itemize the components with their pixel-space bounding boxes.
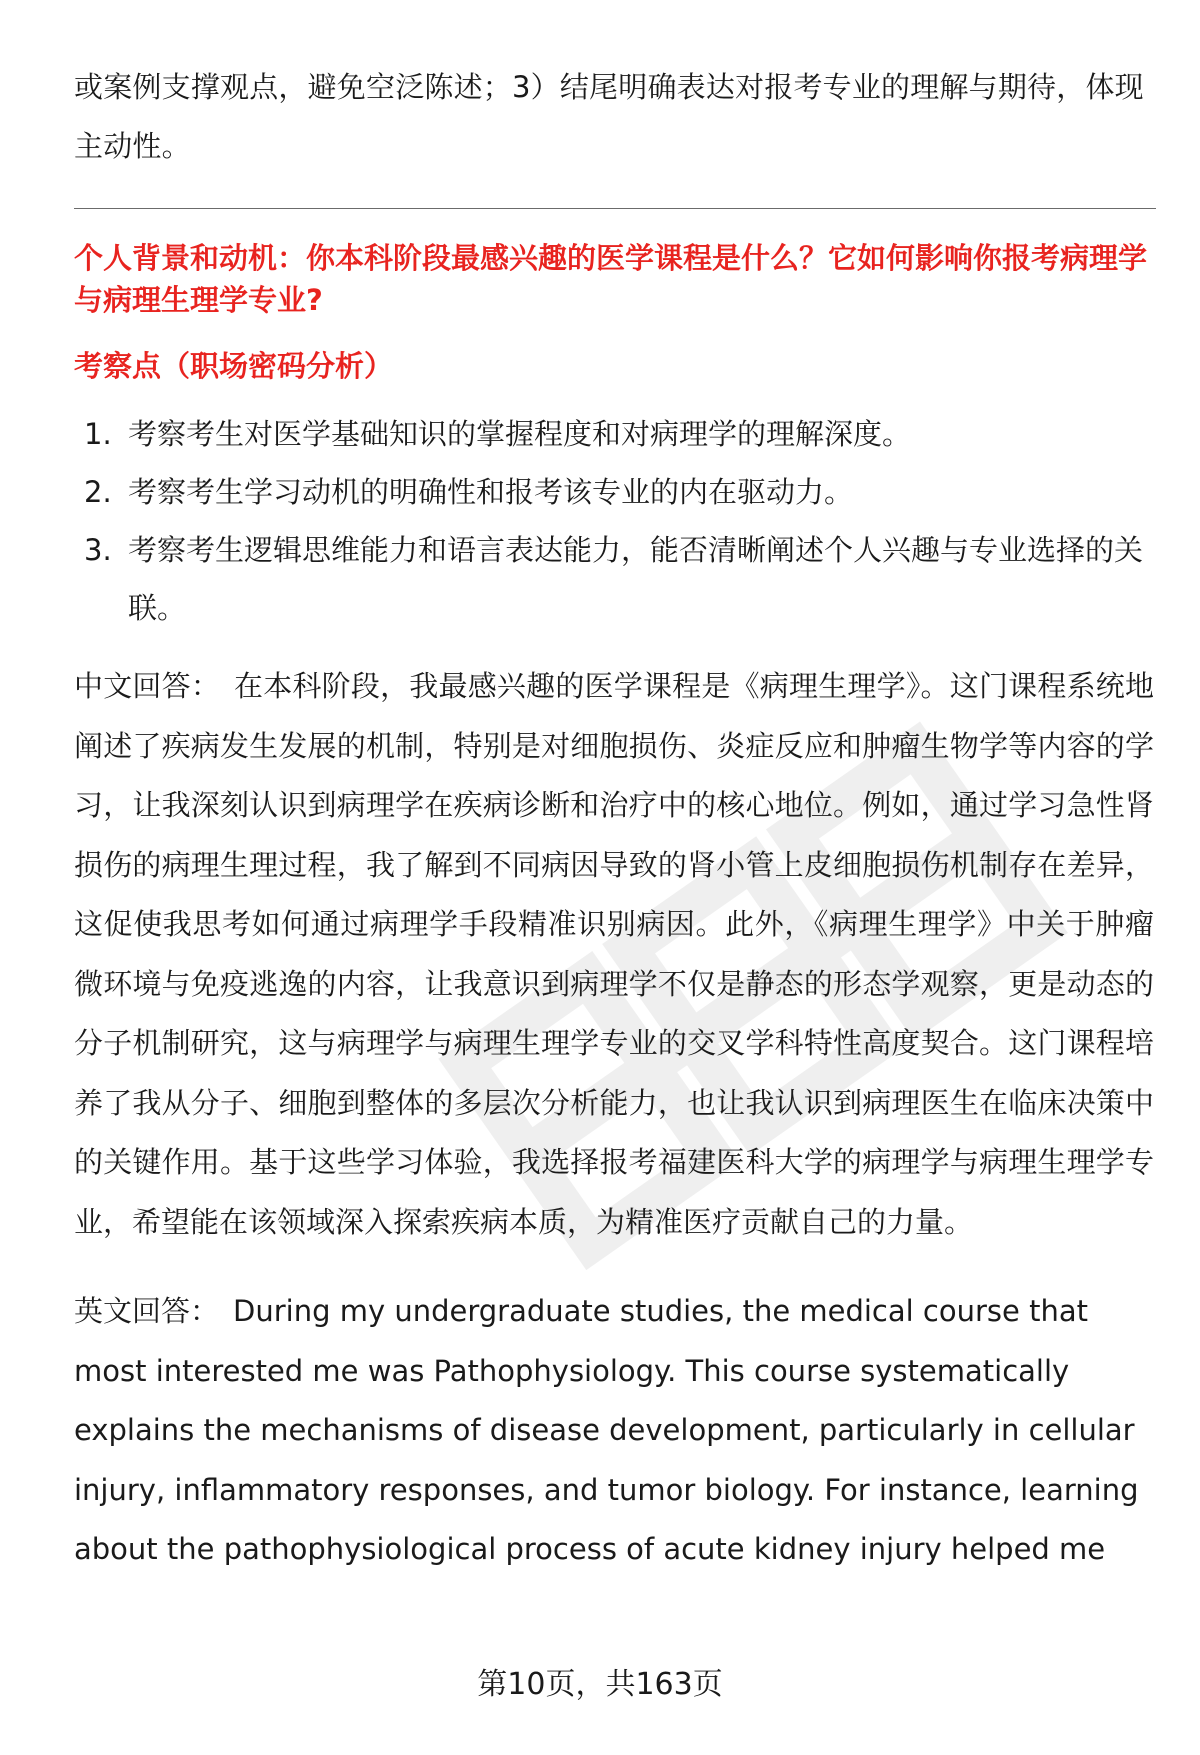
assessment-point: [74, 463, 1154, 521]
point-text: 考察考生学习动机的明确性和报考该专业的内在驱动力。: [128, 475, 854, 509]
english-answer-label: 英文回答：: [74, 1294, 220, 1328]
assessment-point: [74, 405, 1154, 463]
document-page: [74, 58, 1154, 1580]
point-text: 考察考生逻辑思维能力和语言表达能力，能否清晰阐述个人兴趣与专业选择的关联。: [128, 533, 1144, 625]
page-number-footer: 第10页，共163页: [477, 1667, 723, 1702]
chinese-answer: [74, 657, 1154, 1252]
point-number: 1.: [84, 417, 112, 451]
chinese-answer-text: 在本科阶段，我最感兴趣的医学课程是《病理生理学》。这门课程系统地阐述了疾病发生发展的机制，特别是对细胞损伤、炎症反应和肿瘤生物学等内容的学习，让我深刻认识到病理学在疾病诊断和治疗中的核心地位。例如，通过学习急性肾损伤的病理生理过程，我了解到不同病因导致的肾小管上皮细胞损伤机制存在差异，这促使我思考如何通过病理学手段精准识别病因。此外，《病理生理学》中关于肿瘤微环境与免疫逃逸的内容，让我意识到病理学不仅是静态的形态学观察，更是动态的分子机制研究，这与病理学与病理生理学专业的交叉学科特性高度契合。这门课程培养了我从分子、细胞到整体的多层次分析能力，也让我认识到病理医生在临床决策中的关键作用。基于这些学习体验，我选择报考福建医科大学的病理学与病理生理学专业，希望能在该领域深入探索疾病本质，为精准医疗贡献自己的力量。: [74, 669, 1154, 1239]
english-answer: [74, 1282, 1154, 1580]
section-divider: [74, 208, 1156, 209]
intro-continuation-text: 或案例支撑观点，避免空泛陈述；3）结尾明确表达对报考专业的理解与期待，体现主动性。: [74, 70, 1144, 163]
point-text: 考察考生对医学基础知识的掌握程度和对病理学的理解深度。: [128, 417, 912, 451]
english-answer-text: During my undergraduate studies, the medical course that most interested me was Pathophysiology. This course systematically explains the mechanisms of disease development, particularly in cellular injury, inflammatory responses, and tumor biology. For instance, learning about the pathophysiological process of acute kidney injury helped me: [74, 1294, 1139, 1566]
assessment-point: [74, 521, 1154, 637]
point-number: 2.: [84, 475, 112, 509]
point-number: 3.: [84, 533, 112, 567]
assessment-points-list: [74, 405, 1154, 637]
chinese-answer-label: 中文回答：: [74, 669, 221, 703]
interview-question: 个人背景和动机：你本科阶段最感兴趣的医学课程是什么？它如何影响你报考病理学与病理生理学专业?: [74, 241, 1148, 317]
assessment-title: 考察点（职场密码分析）: [74, 349, 394, 383]
